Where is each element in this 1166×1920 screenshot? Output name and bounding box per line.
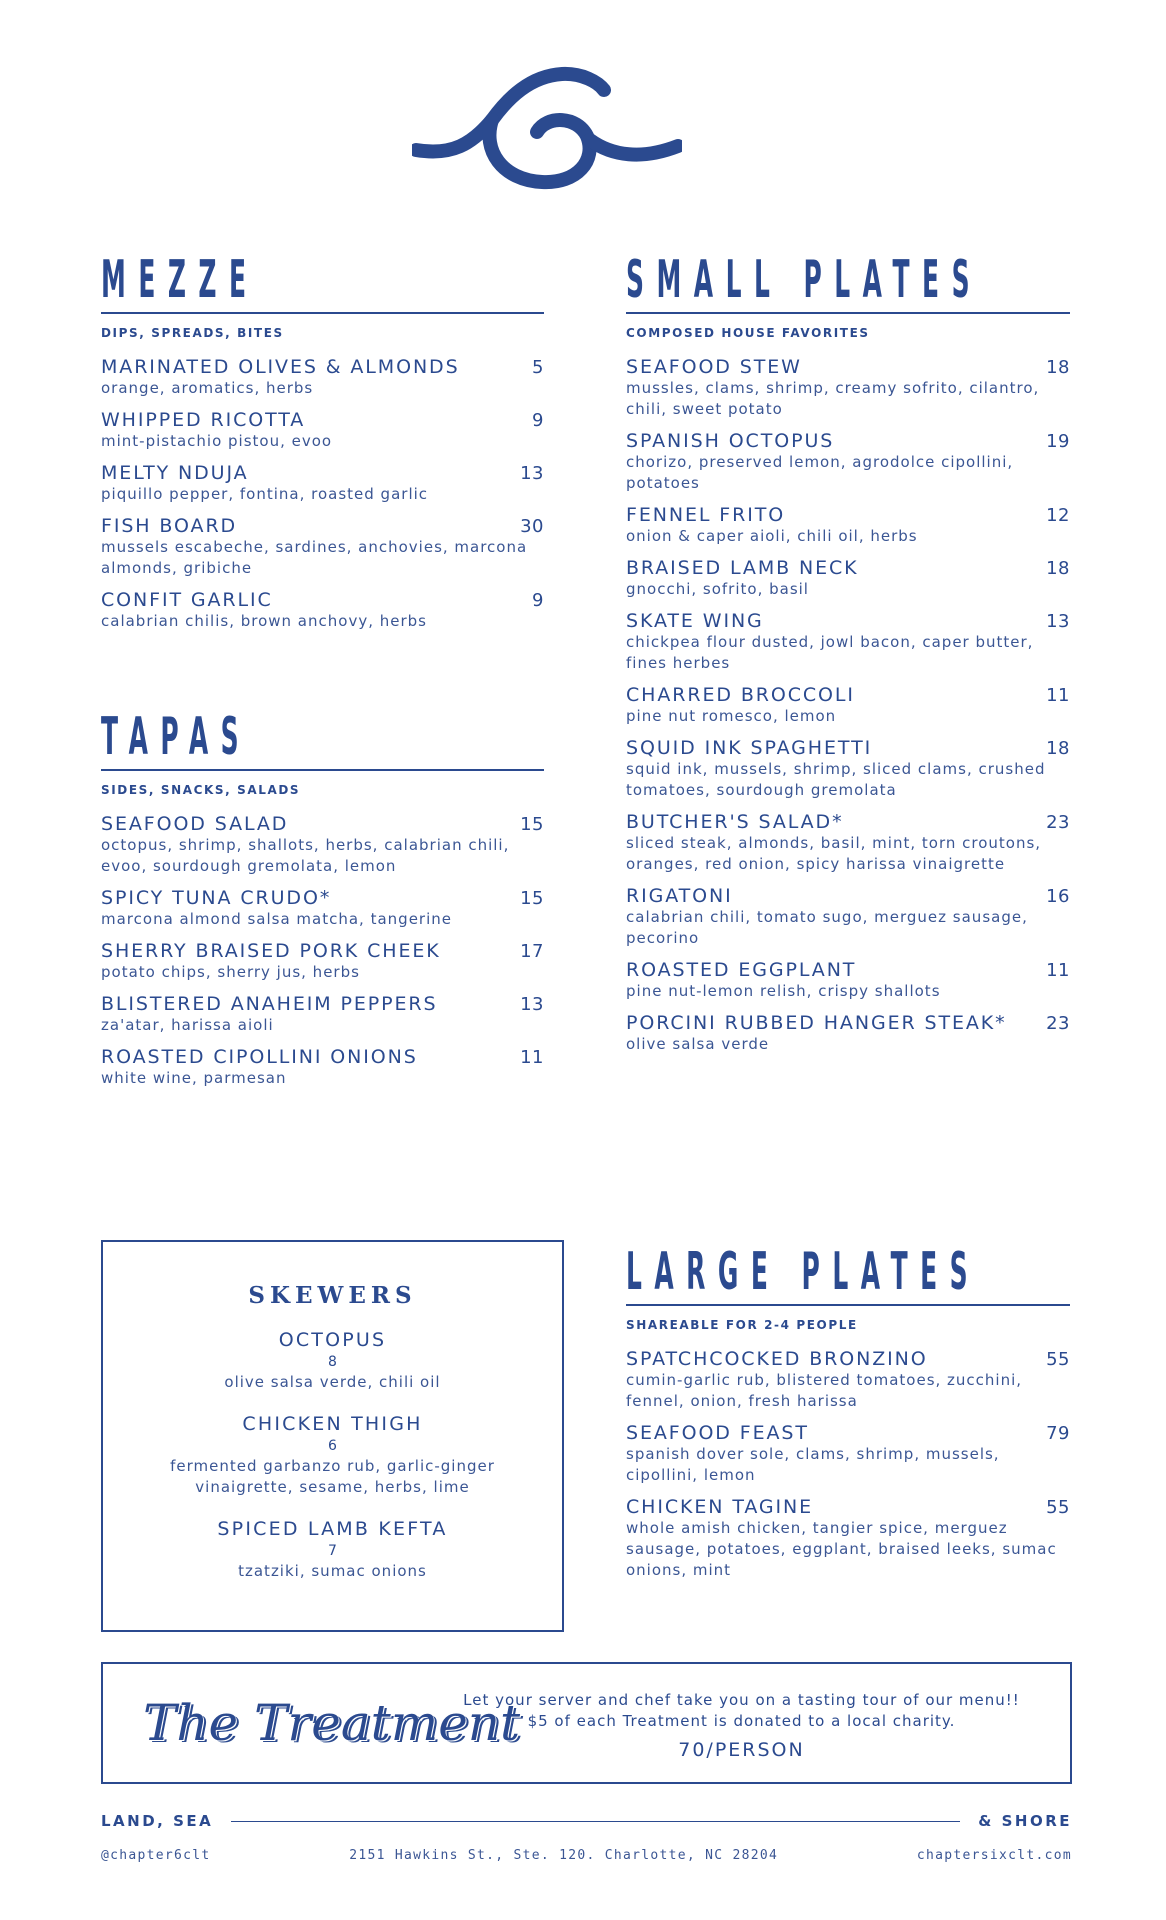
section-subtitle: SHAREABLE FOR 2-4 PEOPLE (626, 1318, 858, 1332)
treatment-box (101, 1662, 1072, 1784)
mezze-section (101, 248, 544, 642)
item-price: 11 (520, 1047, 544, 1068)
item-description: za'atar, harissa aioli (101, 1016, 274, 1034)
menu-item (101, 993, 544, 1036)
treatment-line-2: $5 of each Treatment is donated to a local charity. (527, 1712, 956, 1730)
menu-item (626, 811, 1070, 875)
item-description: chorizo, preserved lemon, agrodolce cipollini, potatoes (626, 453, 1014, 492)
item-name: MELTY NDUJA (101, 462, 249, 484)
item-description: whole amish chicken, tangier spice, merguez sausage, potatoes, eggplant, braised leeks, sumac onions, mint (626, 1519, 1057, 1579)
item-name: SEAFOOD FEAST (626, 1422, 809, 1444)
menu-list (101, 813, 544, 1089)
item-name: SQUID INK SPAGHETTI (626, 737, 873, 759)
item-description: pine nut romesco, lemon (626, 707, 837, 725)
skewer-name: SPICED LAMB KEFTA (217, 1518, 448, 1540)
item-name: SEAFOOD STEW (626, 356, 802, 378)
item-price: 23 (1046, 1013, 1070, 1034)
tagline-left: LAND, SEA (101, 1812, 214, 1830)
skewer-price: 7 (328, 1543, 337, 1559)
section-rule (101, 312, 544, 314)
item-price: 79 (1046, 1423, 1070, 1444)
skewer-name: OCTOPUS (278, 1329, 387, 1351)
menu-list (626, 356, 1070, 1055)
skewer-price: 8 (328, 1354, 337, 1370)
item-name: SKATE WING (626, 610, 764, 632)
skewer-description: tzatziki, sumac onions (238, 1562, 427, 1580)
treatment-details (453, 1690, 1030, 1761)
item-price: 15 (520, 888, 544, 909)
item-price: 12 (1046, 505, 1070, 526)
treatment-price: 70/PERSON (678, 1739, 805, 1761)
item-description: onion & caper aioli, chili oil, herbs (626, 527, 918, 545)
item-price: 9 (532, 590, 544, 611)
item-name: CONFIT GARLIC (101, 589, 273, 611)
menu-item (101, 356, 544, 399)
menu-item (101, 462, 544, 505)
item-description: marcona almond salsa matcha, tangerine (101, 910, 452, 928)
item-name: FISH BOARD (101, 515, 238, 537)
skewer-item (103, 1518, 562, 1582)
item-description: chickpea flour dusted, jowl bacon, caper butter, fines herbes (626, 633, 1034, 672)
item-description: gnocchi, sofrito, basil (626, 580, 809, 598)
item-price: 17 (520, 941, 544, 962)
menu-item (101, 589, 544, 632)
menu-item (626, 737, 1070, 801)
item-name: SPANISH OCTOPUS (626, 430, 835, 452)
treatment-script-title: The Treatment (143, 1694, 521, 1752)
menu-item (626, 684, 1070, 727)
menu-item (626, 1422, 1070, 1486)
item-description: mint-pistachio pistou, evoo (101, 432, 333, 450)
skewer-item (103, 1329, 562, 1393)
item-name: BUTCHER'S SALAD* (626, 811, 844, 833)
item-description: mussles, clams, shrimp, creamy sofrito, cilantro, chili, sweet potato (626, 379, 1040, 418)
item-description: calabrian chilis, brown anchovy, herbs (101, 612, 427, 630)
item-description: spanish dover sole, clams, shrimp, mussels, cipollini, lemon (626, 1445, 1000, 1484)
item-description: cumin-garlic rub, blistered tomatoes, zucchini, fennel, onion, fresh harissa (626, 1371, 1023, 1410)
menu-item (626, 885, 1070, 949)
menu-item (101, 940, 544, 983)
item-description: pine nut-lemon relish, crispy shallots (626, 982, 941, 1000)
section-rule (626, 312, 1070, 314)
item-price: 9 (532, 410, 544, 431)
item-name: SEAFOOD SALAD (101, 813, 289, 835)
item-name: ROASTED CIPOLLINI ONIONS (101, 1046, 418, 1068)
menu-list (626, 1348, 1070, 1581)
item-price: 30 (520, 516, 544, 537)
item-price: 23 (1046, 812, 1070, 833)
item-name: MARINATED OLIVES & ALMONDS (101, 356, 460, 378)
skewer-price: 6 (328, 1438, 337, 1454)
item-price: 11 (1046, 960, 1070, 981)
menu-item (101, 409, 544, 452)
item-description: orange, aromatics, herbs (101, 379, 314, 397)
item-name: WHIPPED RICOTTA (101, 409, 306, 431)
item-price: 55 (1046, 1497, 1070, 1518)
skewers-title: SKEWERS (248, 1282, 417, 1309)
address: 2151 Hawkins St., Ste. 120. Charlotte, NC 28204 (349, 1848, 779, 1863)
small-plates-section (626, 248, 1070, 1065)
item-description: potato chips, sherry jus, herbs (101, 963, 360, 981)
menu-item (101, 1046, 544, 1089)
treatment-line-1: Let your server and chef take you on a tasting tour of our menu!! (463, 1691, 1020, 1709)
website: chaptersixclt.com (916, 1848, 1072, 1863)
menu-item (626, 356, 1070, 420)
skewer-description: fermented garbanzo rub, garlic-ginger vinaigrette, sesame, herbs, lime (170, 1457, 495, 1496)
wave-c6-logo-icon (412, 60, 682, 205)
item-description: squid ink, mussels, shrimp, sliced clams, crushed tomatoes, sourdough gremolata (626, 760, 1046, 799)
menu-item (626, 1348, 1070, 1412)
item-name: FENNEL FRITO (626, 504, 786, 526)
item-price: 18 (1046, 558, 1070, 579)
item-name: RIGATONI (626, 885, 733, 907)
item-name: SPATCHCOCKED BRONZINO (626, 1348, 928, 1370)
item-price: 19 (1046, 431, 1070, 452)
item-price: 13 (520, 994, 544, 1015)
footer-divider (231, 1821, 960, 1822)
section-rule (626, 1304, 1070, 1306)
section-subtitle: SIDES, SNACKS, SALADS (101, 783, 301, 797)
item-price: 11 (1046, 685, 1070, 706)
item-name: CHARRED BROCCOLI (626, 684, 855, 706)
skewer-description: olive salsa verde, chili oil (224, 1373, 441, 1391)
item-description: piquillo pepper, fontina, roasted garlic (101, 485, 429, 503)
menu-item (626, 1496, 1070, 1581)
skewer-item (103, 1413, 562, 1498)
item-name: BRAISED LAMB NECK (626, 557, 859, 579)
section-title: LARGE PLATES (626, 1242, 981, 1302)
item-description: calabrian chili, tomato sugo, merguez sausage, pecorino (626, 908, 1028, 947)
item-price: 16 (1046, 886, 1070, 907)
item-name: PORCINI RUBBED HANGER STEAK* (626, 1012, 1007, 1034)
section-subtitle: DIPS, SPREADS, BITES (101, 326, 284, 340)
menu-item (626, 610, 1070, 674)
item-name: CHICKEN TAGINE (626, 1496, 814, 1518)
item-name: SPICY TUNA CRUDO* (101, 887, 332, 909)
item-description: sliced steak, almonds, basil, mint, torn croutons, oranges, red onion, spicy harissa vinaigrette (626, 834, 1042, 873)
item-price: 5 (532, 357, 544, 378)
menu-item (626, 557, 1070, 600)
menu-item (101, 887, 544, 930)
menu-item (101, 813, 544, 877)
skewers-box (101, 1240, 564, 1632)
section-rule (101, 769, 544, 771)
item-price: 18 (1046, 738, 1070, 759)
footer-tagline (101, 1812, 1072, 1830)
item-price: 13 (520, 463, 544, 484)
large-plates-section (626, 1240, 1070, 1591)
section-title: SMALL PLATES (626, 250, 983, 310)
section-subtitle: COMPOSED HOUSE FAVORITES (626, 326, 870, 340)
menu-item (101, 515, 544, 579)
menu-list (101, 356, 544, 632)
item-name: SHERRY BRAISED PORK CHEEK (101, 940, 441, 962)
tagline-right: & SHORE (978, 1812, 1072, 1830)
tapas-section (101, 705, 544, 1099)
menu-item (626, 1012, 1070, 1055)
social-handle: @chapter6clt (101, 1848, 211, 1863)
item-price: 13 (1046, 611, 1070, 632)
item-price: 18 (1046, 357, 1070, 378)
item-description: mussels escabeche, sardines, anchovies, marcona almonds, gribiche (101, 538, 528, 577)
item-description: olive salsa verde (626, 1035, 770, 1053)
section-title: MEZZE (101, 250, 259, 310)
item-price: 55 (1046, 1349, 1070, 1370)
item-price: 15 (520, 814, 544, 835)
skewer-name: CHICKEN THIGH (242, 1413, 423, 1435)
menu-item (626, 959, 1070, 1002)
item-description: white wine, parmesan (101, 1069, 287, 1087)
item-description: octopus, shrimp, shallots, herbs, calabrian chili, evoo, sourdough gremolata, lemon (101, 836, 510, 875)
item-name: BLISTERED ANAHEIM PEPPERS (101, 993, 438, 1015)
menu-item (626, 504, 1070, 547)
footer-info (101, 1848, 1072, 1863)
section-title: TAPAS (101, 707, 252, 767)
item-name: ROASTED EGGPLANT (626, 959, 857, 981)
menu-item (626, 430, 1070, 494)
